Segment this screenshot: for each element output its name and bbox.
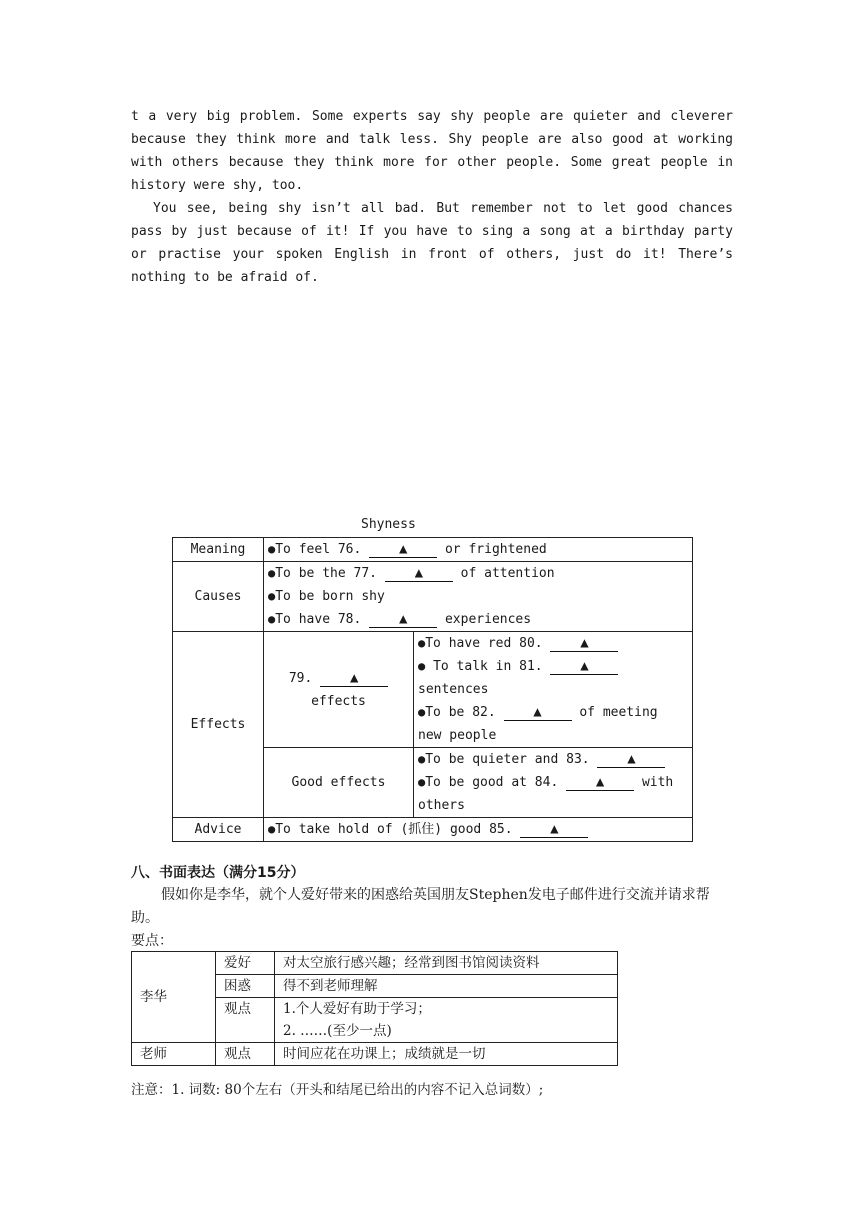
view-point-2: 2. ……(至少一点) <box>283 1023 392 1039</box>
answer-blank-76[interactable]: ▲ <box>369 541 437 558</box>
effects-bad-row <box>173 632 693 748</box>
section-heading: 八、书面表达（满分15分） <box>131 865 305 881</box>
bad-effects-content <box>414 632 693 748</box>
confusion-label: 困惑 <box>216 975 275 998</box>
bullet-icon: ● <box>418 659 426 673</box>
writing-task <box>131 884 733 930</box>
bad-effect-3-text-after: of meeting new people <box>418 705 658 743</box>
hobby-value: 对太空旅行感兴趣；经常到图书馆阅读资料 <box>275 952 618 975</box>
bad-effects-label: effects <box>311 693 366 709</box>
blank-79-number: 79. <box>288 670 313 686</box>
effects-label: Effects <box>173 632 264 818</box>
advice-text: To take hold of (抓住) good 85. <box>275 822 513 837</box>
passage-paragraph-1: t a very big problem. Some experts say shy people are quieter and cleverer because they think more and talk less. Shy people are also good at working with others because they think more for other people. Some great people in history were shy, too. <box>131 109 733 193</box>
bad-effect-2-text-after: sentences <box>418 682 489 697</box>
bullet-icon: ● <box>268 542 276 556</box>
shyness-table-title: Shyness <box>361 517 416 532</box>
answer-blank-77[interactable]: ▲ <box>385 565 453 582</box>
bad-effect-3-text: To be 82. <box>425 705 496 720</box>
answer-blank-79[interactable]: ▲ <box>320 670 388 687</box>
bullet-icon: ● <box>418 636 426 650</box>
writing-task-text: 假如你是李华，就个人爱好带来的困惑给英国朋友Stephen发电子邮件进行交流并请求帮助。 <box>131 887 710 926</box>
meaning-content <box>264 538 693 562</box>
reading-passage <box>131 105 733 289</box>
answer-blank-83[interactable]: ▲ <box>597 751 665 768</box>
points-label: 要点： <box>131 933 173 949</box>
causes-label: Causes <box>173 562 264 632</box>
meaning-text-after: or frightened <box>444 542 547 557</box>
advice-content <box>264 818 693 842</box>
passage-paragraph-2: You see, being shy isn’t all bad. But remember not to let good chances pass by just because of it! If you have to sing a song at a birthday party or practise your spoken English in front of others, just do it! There’s nothing to be afraid of. <box>131 201 733 285</box>
li-hua-label: 李华 <box>132 952 216 1043</box>
answer-blank-84[interactable]: ▲ <box>566 774 634 791</box>
shyness-table <box>172 537 693 842</box>
advice-label: Advice <box>173 818 264 842</box>
confusion-value: 得不到老师理解 <box>275 975 618 998</box>
answer-blank-82[interactable]: ▲ <box>504 704 572 721</box>
good-effect-1-text: To be quieter and 83. <box>425 752 590 767</box>
answer-blank-85[interactable]: ▲ <box>520 821 588 838</box>
causes-row <box>173 562 693 632</box>
answer-blank-80[interactable]: ▲ <box>550 635 618 652</box>
teacher-view-label: 观点 <box>216 1043 275 1066</box>
note-text: 注意：1. 词数: 80个左右（开头和结尾已给出的内容不记入总词数）; <box>131 1082 544 1098</box>
view-point-1: 1.个人爱好有助于学习； <box>283 1001 431 1017</box>
answer-blank-81[interactable]: ▲ <box>550 658 618 675</box>
meaning-row <box>173 538 693 562</box>
view-label: 观点 <box>216 998 275 1043</box>
hobby-label: 爱好 <box>216 952 275 975</box>
cause-1-text-after: of attention <box>460 566 555 581</box>
cause-1-text: To be the 77. <box>275 566 377 581</box>
cause-2-text: To be born shy <box>275 589 385 604</box>
bullet-icon: ● <box>268 822 276 836</box>
cause-3-text-after: experiences <box>444 612 532 627</box>
good-effect-2-text-after: with others <box>418 775 674 813</box>
bullet-icon: ● <box>268 566 276 580</box>
good-effects-label: Good effects <box>264 748 414 818</box>
bullet-icon: ● <box>418 752 426 766</box>
meaning-text: To feel 76. <box>275 542 362 557</box>
advice-row <box>173 818 693 842</box>
bullet-icon: ● <box>418 705 426 719</box>
bullet-icon: ● <box>418 775 426 789</box>
good-effects-content <box>414 748 693 818</box>
good-effect-2-text: To be good at 84. <box>425 775 559 790</box>
cause-3-text: To have 78. <box>275 612 362 627</box>
writing-points-table <box>131 951 618 1066</box>
answer-blank-78[interactable]: ▲ <box>369 611 437 628</box>
teacher-label: 老师 <box>132 1043 216 1066</box>
causes-content <box>264 562 693 632</box>
view-value <box>275 998 618 1043</box>
bullet-icon: ● <box>268 589 276 603</box>
bullet-icon: ● <box>268 612 276 626</box>
teacher-view-value: 时间应花在功课上；成绩就是一切 <box>275 1043 618 1066</box>
bad-effect-2-text: To talk in 81. <box>433 659 543 674</box>
meaning-label: Meaning <box>173 538 264 562</box>
bad-effect-1-text: To have red 80. <box>425 636 543 651</box>
bad-effects-cell <box>264 632 414 748</box>
